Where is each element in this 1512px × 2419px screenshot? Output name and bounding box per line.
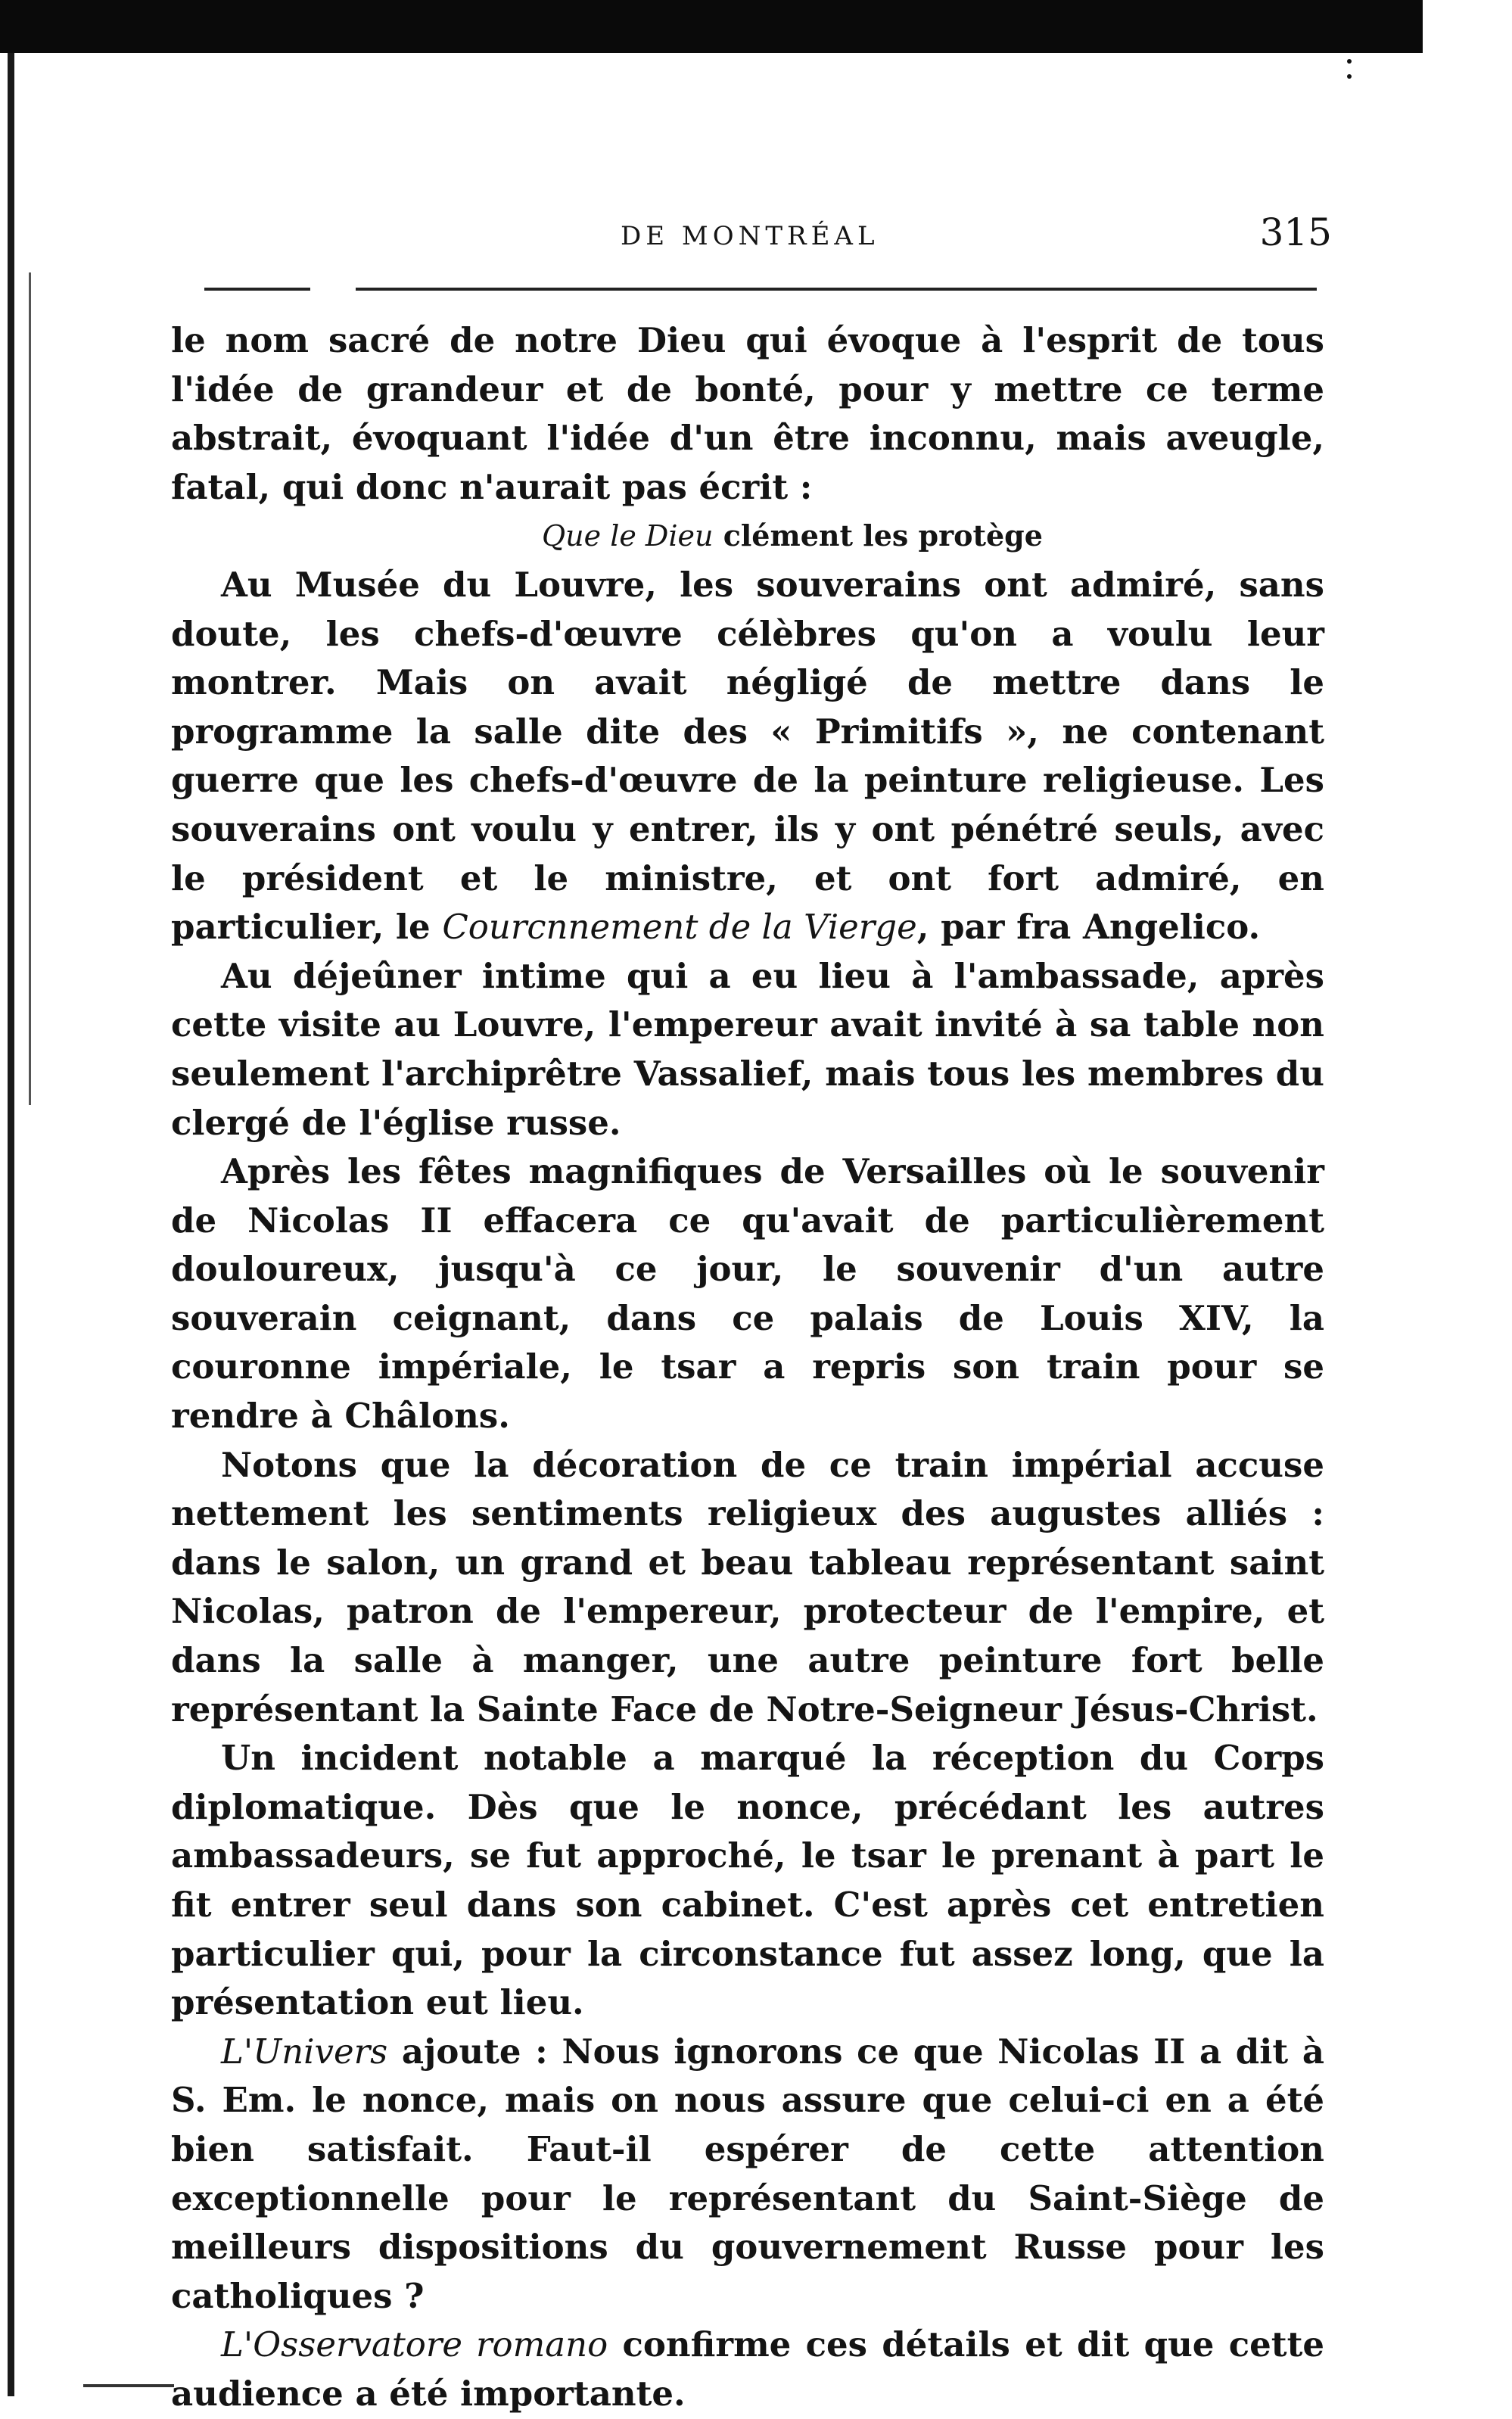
paragraph: [171, 1441, 1324, 1735]
running-head: DE MONTRÉAL: [621, 221, 879, 251]
text-run: Un incident notable a marqué la réception du Corps diplomatique. Dès que le nonce, précédant les autres ambassadeurs, se fut approché, le tsar le prenant à part le fit entrer seul dans son cabinet. C'est après cet entretien particulier qui, pour la circonstance fut assez long, que la présentation eut lieu.: [171, 1738, 1324, 2023]
text-run: le nom sacré de notre Dieu qui évoque à l'esprit de tous l'idée de grandeur et de bonté, pour y mettre ce terme abstrait, évoquant l'idée d'un être inconnu, mais aveugle, fatal, qui donc n'aurait pas écrit :: [171, 320, 1324, 507]
text-run: , par fra Angelico.: [916, 907, 1261, 948]
paragraph: [171, 2321, 1324, 2418]
text-run: clément les protège: [713, 518, 1043, 553]
paragraph: [171, 316, 1324, 512]
body-text: [171, 316, 1324, 2419]
scan-dot: [1347, 59, 1352, 64]
text-run-italic: L'Univers: [221, 2031, 388, 2072]
paragraph: [171, 2028, 1324, 2321]
scan-left-edge: [8, 53, 14, 2396]
paragraph: [171, 561, 1324, 952]
text-run-italic: L'Osservatore romano: [221, 2324, 608, 2365]
text-run: confirme ces détails et dit que cette audience a été importante.: [171, 2324, 1324, 2414]
header-rule-left: [204, 288, 310, 291]
text-run: Au Musée du Louvre, les souverains ont admiré, sans doute, les chefs-d'œuvre célèbres qu'on a voulu leur montrer. Mais on avait négligé de mettre dans le programme la salle dite des « Primitifs », ne contenant guerre que les chefs-d'œuvre de la peinture religieuse. Les souverains ont voulu y entrer, ils y ont pénétré seuls, avec le président et le ministre, et ont fort admiré, en particulier, le: [171, 564, 1324, 948]
page-header: [174, 210, 1332, 263]
text-run: Après les fêtes magnifiques de Versailles où le souvenir de Nicolas II effacera ce qu'avait de particulièrement douloureux, jusqu'à ce jour, le souvenir d'un autre souverain ceignant, dans ce palais de Louis XIV, la couronne impériale, le tsar a repris son train pour se rendre à Châlons.: [171, 1151, 1324, 1437]
text-run: Au déjeûner intime qui a eu lieu à l'ambassade, après cette visite au Louvre, l'empereur avait invité à sa table non seulement l'archiprêtre Vassalief, mais tous les membres du clergé de l'église russe.: [171, 955, 1324, 1143]
header-rule-right: [356, 288, 1317, 291]
text-run-italic: Courcnnement de la Vierge: [442, 907, 917, 948]
text-run: Notons que la décoration de ce train impérial accuse nettement les sentiments religieux des augustes alliés : dans le salon, un grand et beau tableau représentant saint Nicolas, patron de l'empereur, protecteur de l'empire, et dans la salle à manger, une autre peinture fort belle représentant la Sainte Face de Notre-Seigneur Jésus-Christ.: [171, 1444, 1324, 1729]
page-number: 315: [1259, 210, 1332, 254]
scan-top-bar: [0, 0, 1423, 53]
paragraph: [171, 1147, 1324, 1441]
scan-bottom-mark: [83, 2384, 174, 2387]
text-run-italic: Que le Dieu: [542, 519, 714, 553]
paragraph: [171, 952, 1324, 1147]
scan-dot: [1347, 74, 1352, 79]
verse-quote: [171, 512, 1324, 561]
text-run: ajoute : Nous ignorons ce que Nicolas II a dit à S. Em. le nonce, mais on nous assure que celui-ci en a été bien satisfait. Faut-il espérer de cette attention exceptionnelle pour le représentant du Saint-Siège de meilleurs dispositions du gouvernement Russe pour les catholiques ?: [171, 2031, 1324, 2316]
scan-left-line: [29, 272, 31, 1105]
paragraph: [171, 1734, 1324, 2028]
